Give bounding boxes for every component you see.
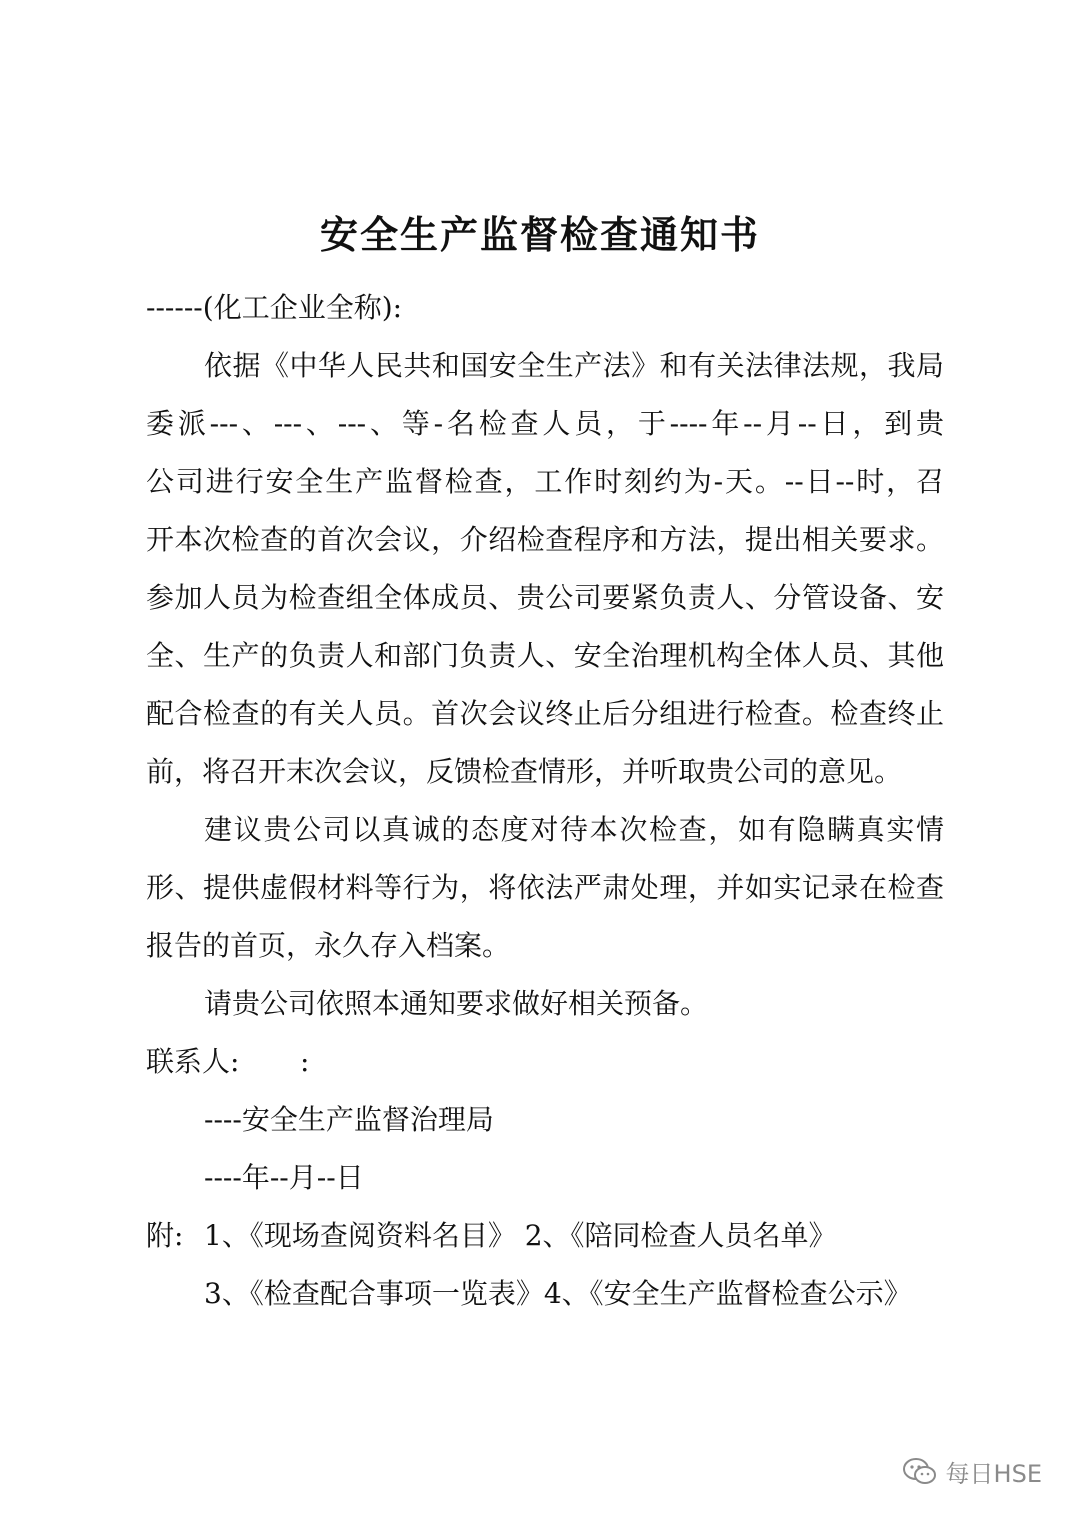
paragraph1-line: 依据《中华人民共和国安全生产法》和有关法律法规，我局 [204, 349, 944, 382]
contact-colon: : [300, 1045, 310, 1078]
attachments-label: 附: [146, 1219, 184, 1252]
attachments-line: 1、《现场查阅资料名目》 2、《陪同检查人员名单》 [204, 1219, 837, 1252]
attachments-line: 3、《检查配合事项一览表》4、《安全生产监督检查公示》 [204, 1277, 912, 1310]
paragraph1-line: 全、生产的负责人和部门负责人、安全治理机构全体人员、其他 [146, 639, 944, 672]
paragraph1-line: 委派---、---、---、等-名检查人员，于----年--月--日，到贵 [146, 407, 944, 440]
paragraph3: 请贵公司依照本通知要求做好相关预备。 [204, 987, 709, 1020]
paragraph2-line: 报告的首页，永久存入档案。 [146, 929, 511, 962]
contact-label: 联系人: [146, 1045, 240, 1078]
issue-date: ----年--月--日 [204, 1161, 364, 1194]
paragraph2-line: 建议贵公司以真诚的态度对待本次检查，如有隐瞒真实情 [204, 813, 944, 846]
paragraph1-line: 前，将召开末次会议，反馈检查情形，并听取贵公司的意见。 [146, 755, 903, 788]
watermark-text: 每日HSE [945, 1460, 1042, 1488]
paragraph1-line: 开本次检查的首次会议，介绍检查程序和方法，提出相关要求。 [146, 523, 944, 556]
document-title: 安全生产监督检查通知书 [319, 213, 760, 257]
wechat-icon [902, 1457, 938, 1487]
salutation: ------(化工企业全称): [146, 291, 403, 324]
paragraph2-line: 形、提供虚假材料等行为，将依法严肃处理，并如实记录在检查 [146, 871, 944, 904]
paragraph1-line: 参加人员为检查组全体成员、贵公司要紧负责人、分管设备、安 [146, 581, 944, 614]
paragraph1-line: 公司进行安全生产监督检查，工作时刻约为-天。--日--时，召 [146, 465, 944, 498]
paragraph1-line: 配合检查的有关人员。首次会议终止后分组进行检查。检查终止 [146, 697, 944, 730]
issuer: ----安全生产监督治理局 [204, 1103, 494, 1136]
watermark [902, 1454, 1042, 1489]
